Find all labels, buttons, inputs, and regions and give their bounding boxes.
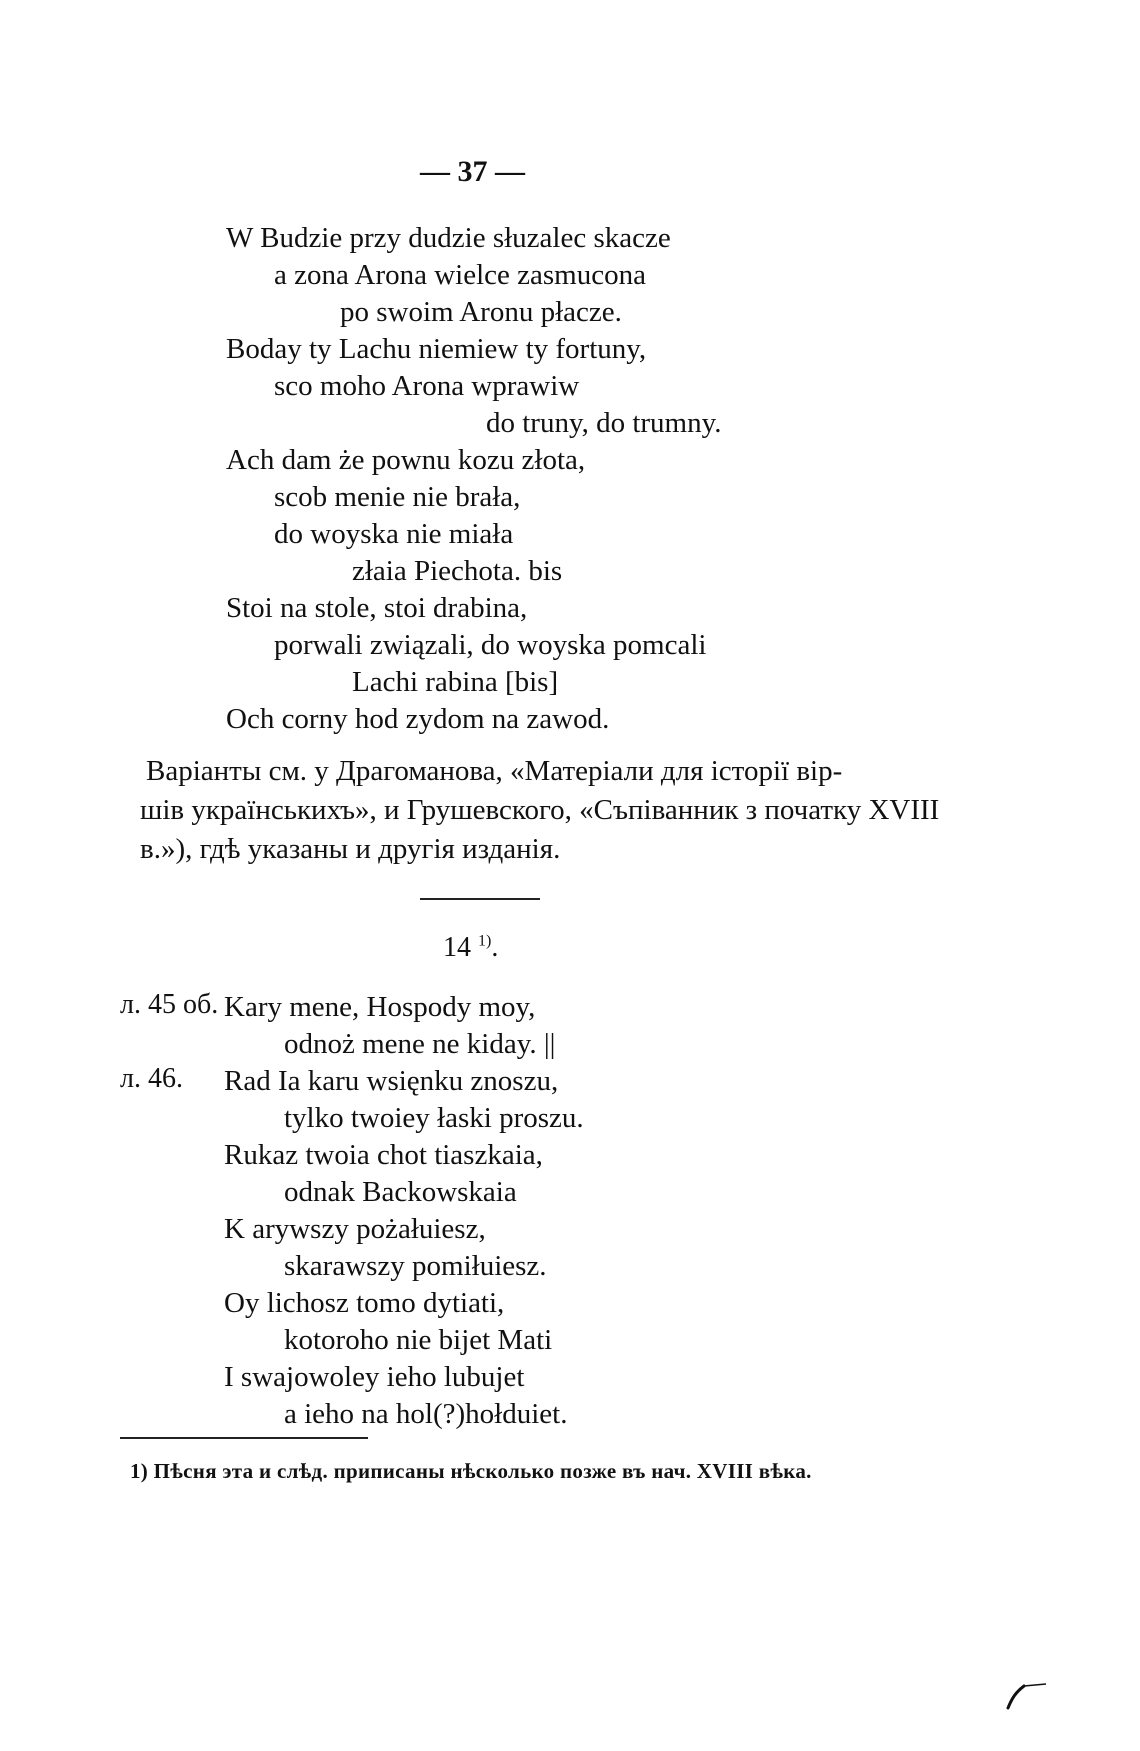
verse-line: porwali związali, do woyska pomcali [274, 629, 707, 661]
section-number [443, 932, 498, 964]
section-divider [420, 898, 540, 900]
variants-note [140, 752, 940, 869]
verse-line: Stoi na stole, stoi drabina, [226, 592, 528, 624]
verse-line: W Budzie przy dudzie słuzalec skacze [226, 222, 671, 254]
verse-line: po swoim Aronu płacze. [340, 296, 622, 328]
section-number-suffix: . [491, 932, 499, 963]
verse-line: Rukaz twoia chot tiaszkaia, [224, 1139, 543, 1171]
prose-line: шів українськихъ», и Грушевского, «Съпіванник з початку XVIII [140, 794, 940, 826]
verse-line: odnak Backowskaia [284, 1176, 517, 1208]
verse-line: Oy lichosz tomo dytiati, [224, 1287, 505, 1319]
verse-line: a zona Arona wielce zasmucona [274, 259, 646, 291]
section-number-value: 14 [443, 932, 471, 963]
page-number: — 37 — [420, 155, 525, 188]
verse-line: do truny, do trumny. [486, 407, 722, 439]
verse-line: Boday ty Lachu niemiew ty fortuny, [226, 333, 647, 365]
verse-line: Och corny hod zydom na zawod. [226, 703, 610, 735]
verse-line: tylko twoiey łaski proszu. [284, 1102, 584, 1134]
verse-line: sco moho Arona wprawiw [274, 370, 580, 402]
footnote-marker: 1) [478, 932, 492, 950]
footnote: 1) Пѣсня эта и слѣд. приписаны нѣсколько позже въ нач. XVIII вѣка. [130, 1459, 812, 1483]
verse-line: odnoż mene ne kiday. || [284, 1028, 556, 1060]
verse-line: scob menie nie brała, [274, 481, 521, 513]
folio-ref: л. 45 об. [120, 989, 219, 1020]
prose-line: Варіанты см. у Драгоманова, «Матеріали для історії вір- [146, 755, 843, 787]
pen-mark-icon [1002, 1680, 1050, 1710]
verse-line: a ieho na hol(?)hołduiet. [284, 1398, 568, 1430]
verse-line: Kary mene, Hospody moy, [224, 991, 536, 1023]
verse-line: złaia Piechota. bis [352, 555, 563, 587]
verse-line: Ach dam że pownu kozu złota, [226, 444, 586, 476]
verse-line: kotoroho nie bijet Mati [284, 1324, 553, 1356]
verse-line: K arywszy pożałuiesz, [224, 1213, 486, 1245]
verse-line: Rad Ia karu wsięnku znoszu, [224, 1065, 559, 1097]
footnote-rule [120, 1437, 368, 1439]
verse-line: skarawszy pomiłuiesz. [284, 1250, 547, 1282]
verse-line: I swajowoley ieho lubujet [224, 1361, 525, 1393]
folio-ref: л. 46. [120, 1063, 183, 1094]
verse-line: Lachi rabina [bis] [352, 666, 559, 698]
verse-line: do woyska nie miała [274, 518, 514, 550]
prose-line: в.»), гдѣ указаны и другія изданія. [140, 833, 561, 865]
